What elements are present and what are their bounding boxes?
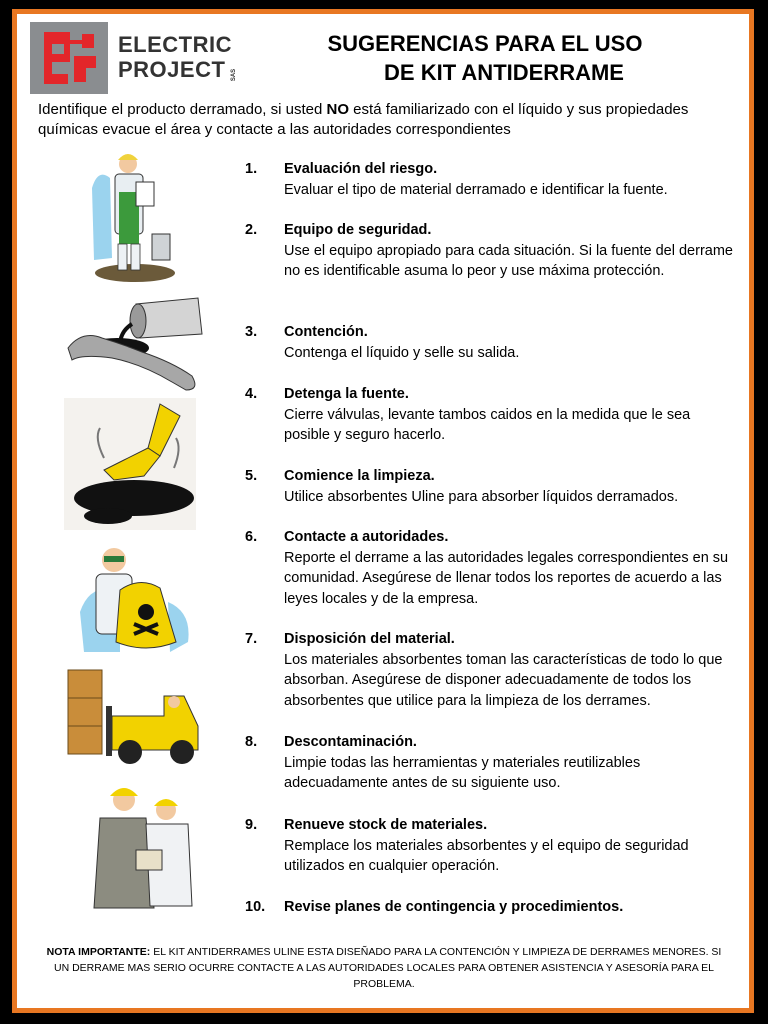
step-number: 2. — [245, 222, 258, 238]
step-number: 6. — [245, 529, 258, 545]
company-logo — [30, 22, 240, 94]
title-line-1: SUGERENCIAS PARA EL USO — [327, 31, 643, 56]
step-text: Contenga el líquido y selle su salida. — [284, 344, 520, 361]
intro-emphasis: NO — [326, 101, 350, 118]
step-heading: Comience la limpieza. — [284, 468, 435, 484]
step-heading: Disposición del material. — [284, 631, 455, 647]
worker-clipboard-icon — [90, 148, 180, 283]
step-text: Reporte el derrame a las autoridades legales correspondientes en su comunidad. Asegúrese de llenar todos los reportes de acuerdo a las leyes locales y de la empresa. — [284, 549, 729, 607]
note-text: EL KIT ANTIDERRAMES ULINE ESTA DISEÑADO PARA LA CONTENCIÓN Y LIMPIEZA DE DERRAMES MENORES. SI UN DERRAME MAS SERIO OCURRE CONTACTE A LAS AUTORIDADES LOCALES PARA OBTENER ASISTENCIA Y ASESORÍA PARA EL PROBLEMA. — [54, 946, 722, 990]
step-heading: Contacte a autoridades. — [284, 529, 449, 545]
step-number: 9. — [245, 817, 258, 833]
step-heading: Descontaminación. — [284, 734, 417, 750]
step-text: Limpie todas las herramientas y materiales reutilizables adecuadamente antes de su siguiente uso. — [284, 754, 641, 791]
step-text: Evaluar el tipo de material derramado e identificar la fuente. — [284, 181, 668, 198]
gloved-hand-spill-icon — [64, 398, 196, 530]
title-line-2: DE KIT ANTIDERRAME — [384, 60, 624, 85]
step-text: Remplace los materiales absorbentes y el equipo de seguridad utilizados en cualquier operación. — [284, 837, 689, 874]
logo-word-project: PROJECT — [118, 57, 226, 82]
spilled-barrel-icon — [62, 290, 210, 398]
step-number: 1. — [245, 161, 258, 177]
step-heading: Equipo de seguridad. — [284, 222, 432, 238]
intro-after: está familiarizado con el líquido y sus propiedades químicas evacue el área y contacte a las autoridades correspondientes — [38, 101, 689, 138]
step-number: 7. — [245, 631, 258, 647]
step-heading: Evaluación del riesgo. — [284, 161, 438, 177]
step-text: Cierre válvulas, levante tambos caidos en la medida que le sea posible y seguro hacerlo. — [284, 406, 691, 443]
step-text: Los materiales absorbentes toman las características de todo lo que absorban. Asegúrese de disponer adecuadamente de todos los absorbentes que utilice para la limpieza de los derrames. — [284, 651, 723, 709]
step-text: Use el equipo apropiado para cada situación. Si la fuente del derrame no es identificable asuma lo peor y use máxima protección. — [284, 242, 733, 279]
logo-mark-icon — [30, 22, 108, 94]
step-heading: Revise planes de contingencia y procedimientos. — [284, 899, 624, 915]
intro-before: Identifique el producto derramado, si usted — [38, 101, 327, 118]
hazmat-bag-icon — [80, 542, 196, 654]
step-number: 8. — [245, 734, 258, 750]
logo-suffix: SAS — [231, 68, 238, 82]
step-heading: Renueve stock de materiales. — [284, 817, 488, 833]
step-text: Utilice absorbentes Uline para absorber líquidos derramados. — [284, 488, 679, 505]
logo-word-electric: ELECTRIC — [118, 32, 232, 57]
important-note — [38, 944, 730, 992]
step-number: 4. — [245, 386, 258, 402]
note-label: NOTA IMPORTANTE: — [46, 946, 151, 958]
page-title — [270, 29, 700, 87]
step-number: 10. — [245, 899, 266, 915]
step-number: 5. — [245, 468, 258, 484]
forklift-icon — [64, 666, 204, 766]
inspectors-icon — [80, 778, 200, 912]
intro-paragraph — [38, 100, 738, 140]
step-heading: Contención. — [284, 324, 368, 340]
step-number: 3. — [245, 324, 258, 340]
step-heading: Detenga la fuente. — [284, 386, 409, 402]
